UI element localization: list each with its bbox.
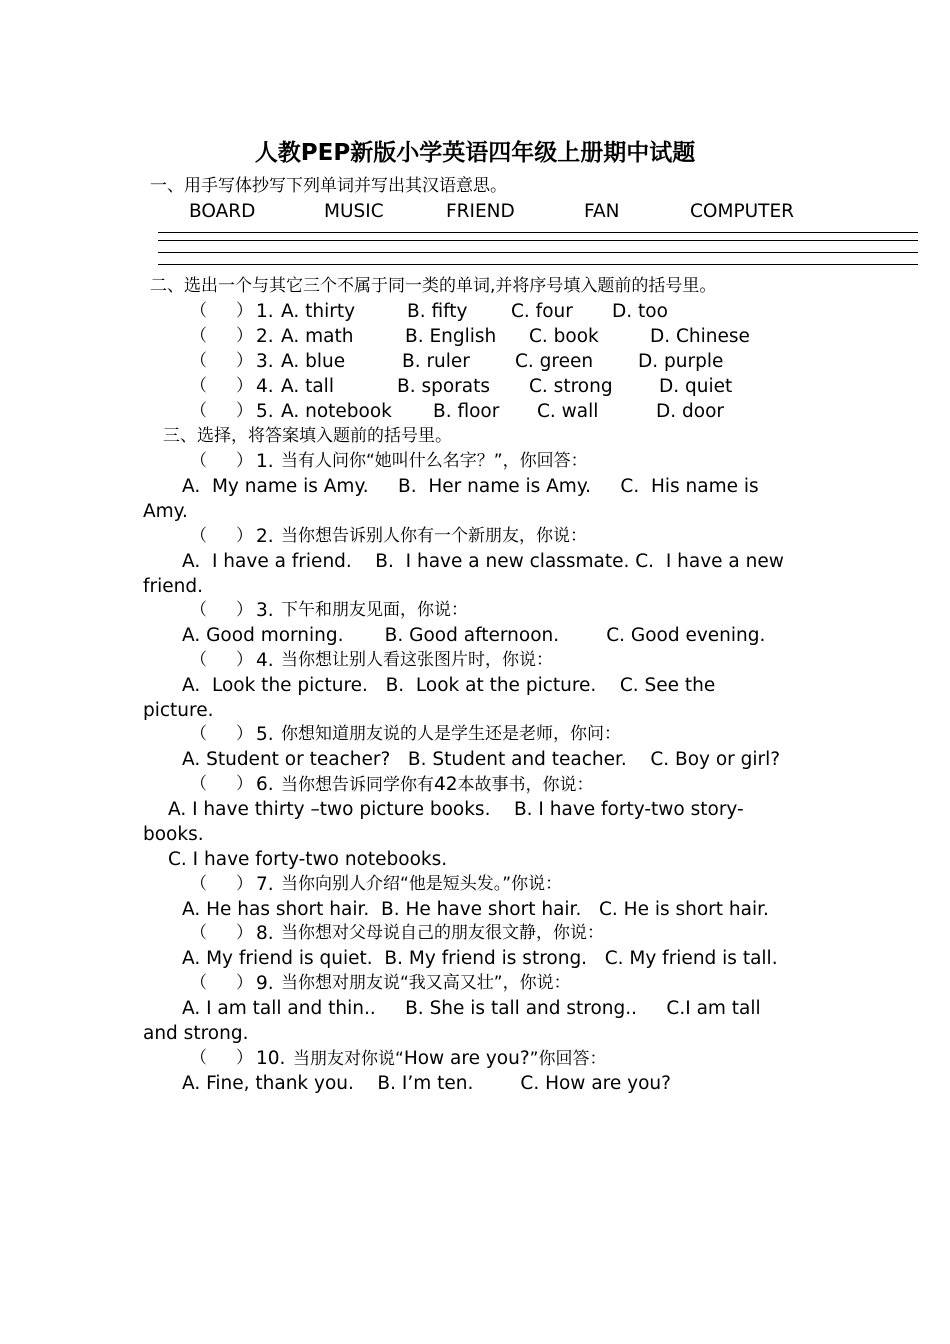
question-prompt: 当你想对朋友说“我又高又壮”，你说：	[281, 973, 571, 993]
question-number: 3.	[256, 600, 274, 621]
writing-line	[158, 240, 918, 241]
question-number: 7.	[256, 874, 274, 895]
question-prompt: 当你想让别人看这张图片时，你说：	[281, 650, 553, 670]
question-options-cont: books.	[143, 824, 204, 845]
answer-paren-close: ）	[236, 301, 253, 321]
answer-paren-open: （	[190, 650, 207, 670]
option-c: C. wall	[537, 401, 599, 422]
word-music: MUSIC	[324, 201, 384, 222]
question-options: A. He has short hair. B. He have short hair. C. He is short hair.	[182, 899, 769, 920]
question-number: 9.	[256, 973, 274, 994]
answer-paren-close: ）	[236, 376, 253, 396]
option-a: A. blue	[281, 351, 346, 372]
question-options: A. I am tall and thin.. B. She is tall and strong.. C.I am tall	[182, 998, 761, 1019]
prompt-part: 本故事书，你说：	[457, 775, 594, 795]
prompt-english: How are you?	[403, 1048, 530, 1069]
question-options: A. I have a friend. B. I have a new classmate. C. I have a new	[182, 551, 784, 572]
option-a: A. math	[281, 326, 354, 347]
question-prompt: 当你想告诉别人你有一个新朋友，你说：	[281, 526, 587, 546]
question-options: A. My name is Amy. B. Her name is Amy. C. His name is	[182, 476, 759, 497]
question-prompt	[293, 1046, 606, 1072]
option-c: C. green	[515, 351, 594, 372]
question-option-c: C. I have forty-two notebooks.	[168, 849, 448, 870]
word-computer: COMPUTER	[690, 201, 794, 222]
answer-paren-close: ）	[236, 973, 253, 993]
answer-paren-close: ）	[236, 774, 253, 794]
writing-line	[158, 264, 918, 265]
answer-paren-open: （	[190, 526, 207, 546]
answer-paren-open: （	[190, 923, 207, 943]
answer-paren-open: （	[190, 600, 207, 620]
answer-paren-open: （	[190, 401, 207, 421]
section1-heading: 一、用手写体抄写下列单词并写出其汉语意思。	[150, 176, 507, 196]
question-number: 4.	[256, 650, 274, 671]
writing-line	[158, 232, 918, 233]
question-options: A. My friend is quiet. B. My friend is strong. C. My friend is tall.	[182, 948, 778, 969]
question-options-cont: picture.	[143, 700, 214, 721]
answer-paren-close: ）	[236, 451, 253, 471]
question-number: 2.	[256, 526, 274, 547]
option-c: C. strong	[529, 376, 613, 397]
option-b: B. fifty	[407, 301, 468, 322]
section3-heading: 三、选择，将答案填入题前的括号里。	[163, 426, 452, 446]
answer-paren-open: （	[190, 973, 207, 993]
answer-paren-close: ）	[236, 1048, 253, 1068]
writing-line	[158, 252, 918, 253]
word-fan: FAN	[584, 201, 620, 222]
prompt-part: 当朋友对你说“	[293, 1049, 404, 1069]
question-number: 3.	[256, 351, 274, 372]
question-number: 4.	[256, 376, 274, 397]
answer-paren-open: （	[190, 1048, 207, 1068]
section2-heading: 二、选出一个与其它三个不属于同一类的单词,并将序号填入题前的括号里。	[150, 276, 717, 296]
word-board: BOARD	[189, 201, 256, 222]
question-options-cont: Amy.	[143, 501, 188, 522]
option-a: A. thirty	[281, 301, 356, 322]
answer-paren-close: ）	[236, 650, 253, 670]
question-number: 10.	[256, 1048, 286, 1069]
option-b: B. sporats	[397, 376, 490, 397]
answer-paren-open: （	[190, 376, 207, 396]
answer-paren-open: （	[190, 326, 207, 346]
option-b: B. floor	[433, 401, 500, 422]
option-c: C. four	[511, 301, 573, 322]
answer-paren-close: ）	[236, 401, 253, 421]
word-friend: FRIEND	[446, 201, 515, 222]
answer-paren-open: （	[190, 351, 207, 371]
answer-paren-open: （	[190, 301, 207, 321]
answer-paren-open: （	[190, 774, 207, 794]
option-d: D. Chinese	[650, 326, 750, 347]
option-d: D. too	[612, 301, 668, 322]
answer-paren-close: ）	[236, 724, 253, 744]
question-number: 2.	[256, 326, 274, 347]
question-options: A. Fine, thank you. B. I’m ten. C. How are you?	[182, 1073, 671, 1094]
question-number: 1.	[256, 301, 274, 322]
page-title: 人教PEP新版小学英语四年级上册期中试题	[254, 140, 696, 166]
question-number: 1.	[256, 451, 274, 472]
option-d: D. quiet	[659, 376, 733, 397]
question-prompt: 当有人问你“她叫什么名字？”，你回答：	[281, 451, 588, 471]
option-a: A. tall	[281, 376, 334, 397]
answer-paren-close: ）	[236, 351, 253, 371]
question-prompt: 当你向别人介绍“他是短头发。”你说：	[281, 874, 563, 894]
option-b: B. ruler	[402, 351, 470, 372]
question-number: 5.	[256, 401, 274, 422]
answer-paren-close: ）	[236, 326, 253, 346]
answer-paren-close: ）	[236, 526, 253, 546]
question-prompt: 你想知道朋友说的人是学生还是老师，你问：	[281, 724, 621, 744]
option-a: A. notebook	[281, 401, 392, 422]
option-c: C. book	[529, 326, 599, 347]
question-options: A. Good morning. B. Good afternoon. C. Good evening.	[182, 625, 766, 646]
prompt-part: ”你回答：	[529, 1049, 607, 1069]
question-options: A. Look the picture. B. Look at the picture. C. See the	[182, 675, 716, 696]
question-prompt: 下午和朋友见面，你说：	[281, 600, 468, 620]
answer-paren-close: ）	[236, 923, 253, 943]
answer-paren-close: ）	[236, 874, 253, 894]
answer-paren-open: （	[190, 724, 207, 744]
option-d: D. purple	[638, 351, 724, 372]
prompt-part: 当你想告诉同学你有	[281, 775, 434, 795]
option-b: B. English	[405, 326, 497, 347]
question-prompt	[281, 772, 594, 798]
question-options-cont: and strong.	[143, 1023, 249, 1044]
question-options: A. Student or teacher? B. Student and teacher. C. Boy or girl?	[182, 749, 781, 770]
answer-paren-open: （	[190, 874, 207, 894]
answer-paren-close: ）	[236, 600, 253, 620]
prompt-number: 42	[434, 774, 458, 795]
option-d: D. door	[656, 401, 724, 422]
question-options: A. I have thirty –two picture books. B. I have forty-two story-	[168, 799, 744, 820]
question-options-cont: friend.	[143, 576, 203, 597]
answer-paren-open: （	[190, 451, 207, 471]
question-number: 5.	[256, 724, 274, 745]
question-number: 8.	[256, 923, 274, 944]
question-prompt: 当你想对父母说自己的朋友很文静，你说：	[281, 923, 604, 943]
question-number: 6.	[256, 774, 274, 795]
